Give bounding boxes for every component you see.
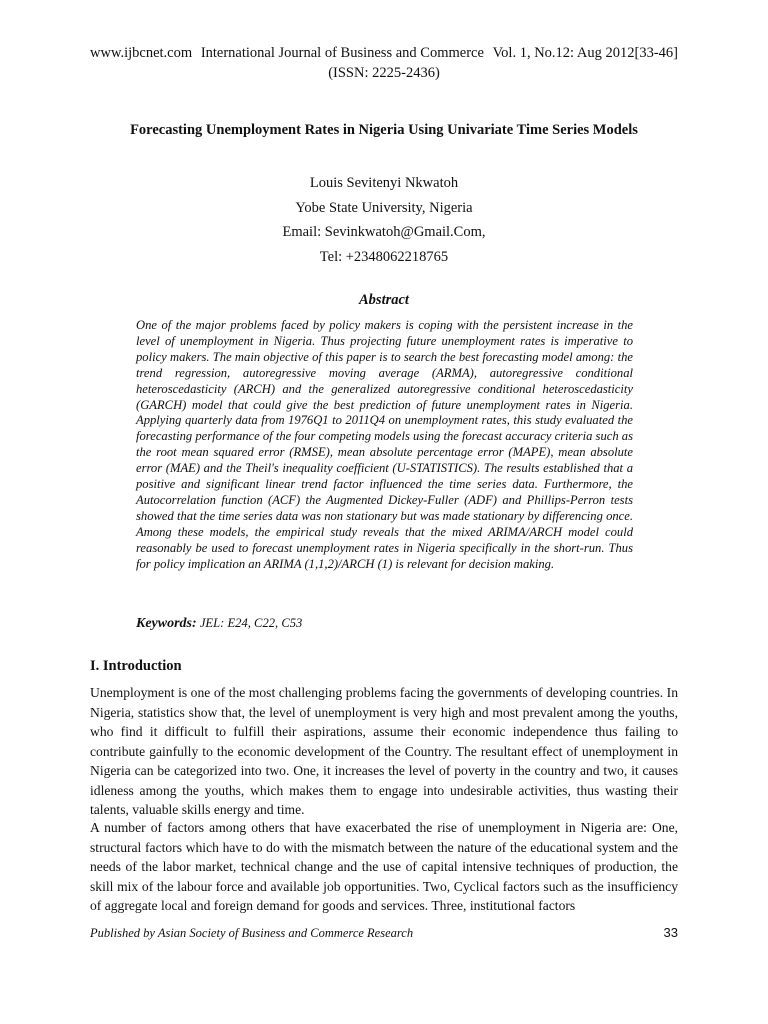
keywords-line bbox=[136, 616, 633, 632]
journal-website: www.ijbcnet.com bbox=[90, 45, 193, 61]
intro-paragraph-1: Unemployment is one of the most challenging problems facing the governments of developing countries. In Nigeria, statistics show that, the level of unemployment is very high and most prevalent among the youths, who find it difficult to fulfill their aspirations, assume their economic independence thus failing to contribute gainfully to the economic development of the Country. The resultant effect of unemployment in Nigeria can be categorized into two. One, it increases the level of poverty in the country and two, it causes idleness among the youths, which makes them to engage into undesirable activities, thus wasting their talents, valuable skills energy and time. bbox=[90, 685, 678, 817]
running-header bbox=[90, 44, 678, 62]
intro-paragraph-2: A number of factors among others that have exacerbated the rise of unemployment in Nigeria are: One, structural factors which have to do with the mismatch between the nature of the educational system and the needs of the labor market, technical change and the use of capital intensive techniques of production, the skill mix of the labour force and available job opportunities. Two, Cyclical factors such as the insufficiency of aggregate local and foreign demand for goods and services. Three, institutional factors bbox=[90, 820, 678, 913]
keywords-label: Keywords: bbox=[136, 616, 197, 631]
journal-name: International Journal of Business and Commerce bbox=[200, 45, 484, 61]
author-phone: Tel: +2348062218765 bbox=[319, 248, 449, 265]
footer-publisher: Published by Asian Society of Business and Commerce Research bbox=[90, 926, 414, 940]
page-number: 33 bbox=[663, 925, 678, 940]
author-affiliation: Yobe State University, Nigeria bbox=[295, 199, 473, 216]
author-block bbox=[0, 171, 768, 269]
author-email: Email: Sevinkwatoh@Gmail.Com, bbox=[282, 224, 486, 240]
abstract-heading: Abstract bbox=[359, 292, 409, 308]
abstract-text: One of the major problems faced by policy makers is coping with the persistent increase in the level of unemployment in Nigeria. Thus projecting future unemployment rates is imperative to policy makers. The main objective of this paper is to search the best forecasting model among: the trend regression, autoregressive moving average (ARMA), autoregressive conditional heteroscedasticity (ARCH) and the generalized autoregressive conditional heteroscedasticity (GARCH) model that could give the best prediction of future unemployment rates in Nigeria. Applying quarterly data from 1976Q1 to 2011Q4 on unemployment rates, this study evaluated the forecasting performance of the four competing models using the forecast accuracy criteria such as the root mean squared error (RMSE), mean absolute percentage error (MAPE), mean absolute error (MAE) and the Theil's inequality coefficient (U-STATISTICS). The results established that a positive and significant linear trend factor influenced the time series data. Furthermore, the Autocorrelation function (ACF) the Augmented Dickey-Fuller (ADF) and Phillips-Perron tests showed that the time series data was non stationary but was made stationary by differencing once. Among these models, the empirical study reveals that the mixed ARIMA/ARCH model could reasonably be used to forecast unemployment rates in Nigeria specifically in the short-run. Thus for policy implication an ARIMA (1,1,2)/ARCH (1) is relevant for decision making. bbox=[136, 318, 633, 571]
journal-volume: Vol. 1, No.12: Aug 2012[33-46] bbox=[492, 45, 678, 61]
author-name: Louis Sevitenyi Nkwatoh bbox=[309, 175, 459, 191]
journal-issn: (ISSN: 2225-2436) bbox=[328, 65, 440, 81]
paper-title: Forecasting Unemployment Rates in Nigeria Using Univariate Time Series Models bbox=[130, 122, 638, 138]
section-heading-introduction: I. Introduction bbox=[90, 658, 182, 674]
keywords-value: JEL: E24, C22, C53 bbox=[199, 616, 303, 630]
